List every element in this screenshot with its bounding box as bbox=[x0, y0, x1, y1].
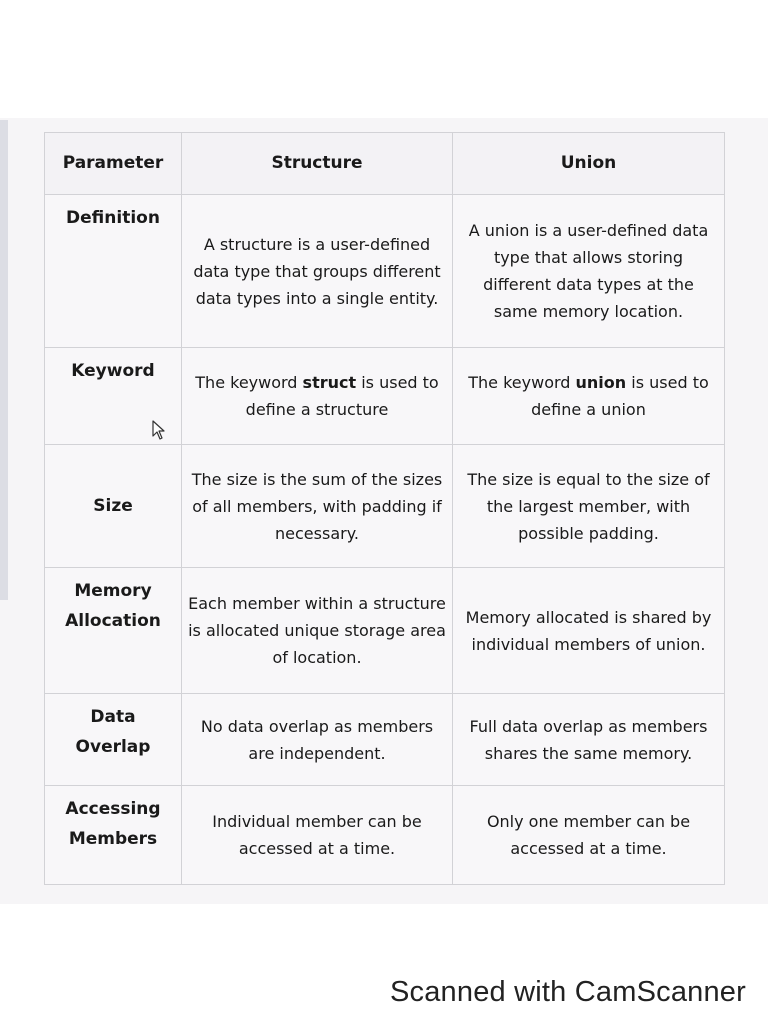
row-parameter-data-overlap: Data Overlap bbox=[45, 694, 182, 786]
table-header-row bbox=[45, 133, 725, 195]
table-row bbox=[45, 694, 725, 786]
row-parameter-memory-allocation: Memory Allocation bbox=[45, 568, 182, 694]
header-parameter: Parameter bbox=[45, 133, 182, 195]
header-union: Union bbox=[453, 133, 725, 195]
text-span: is used to define a structure bbox=[245, 373, 439, 419]
mouse-pointer-icon bbox=[152, 420, 166, 440]
comparison-table bbox=[44, 132, 725, 885]
table-row bbox=[45, 195, 725, 348]
row-parameter-size: Size bbox=[45, 445, 182, 568]
screen-edge-strip bbox=[0, 120, 8, 600]
cell-union: The size is equal to the size of the largest member, with possible padding. bbox=[453, 445, 725, 568]
row-parameter-accessing-members: Accessing Members bbox=[45, 786, 182, 885]
cell-structure: Each member within a structure is allocated unique storage area of location. bbox=[182, 568, 453, 694]
row-parameter-definition: Definition bbox=[45, 195, 182, 348]
row-parameter-keyword: Keyword bbox=[45, 348, 182, 445]
keyword-union: union bbox=[575, 373, 627, 392]
table-row bbox=[45, 348, 725, 445]
table-row bbox=[45, 445, 725, 568]
cell-union: Memory allocated is shared by individual members of union. bbox=[453, 568, 725, 694]
header-structure: Structure bbox=[182, 133, 453, 195]
keyword-struct: struct bbox=[302, 373, 357, 392]
cell-union: Only one member can be accessed at a time. bbox=[453, 786, 725, 885]
cell-union: A union is a user-defined data type that allows storing different data types at the same memory location. bbox=[453, 195, 725, 348]
camscanner-watermark: Scanned with CamScanner bbox=[389, 976, 746, 1008]
cell-union: Full data overlap as members shares the same memory. bbox=[453, 694, 725, 786]
cell-union bbox=[453, 348, 725, 445]
table-row bbox=[45, 568, 725, 694]
cell-structure: A structure is a user-defined data type that groups different data types into a single entity. bbox=[182, 195, 453, 348]
cell-structure: The size is the sum of the sizes of all members, with padding if necessary. bbox=[182, 445, 453, 568]
text-span: is used to define a union bbox=[531, 373, 709, 419]
table-row bbox=[45, 786, 725, 885]
cell-structure: No data overlap as members are independent. bbox=[182, 694, 453, 786]
cell-structure bbox=[182, 348, 453, 445]
text-span: The keyword bbox=[195, 373, 303, 392]
cell-structure: Individual member can be accessed at a time. bbox=[182, 786, 453, 885]
text-span: The keyword bbox=[468, 373, 576, 392]
